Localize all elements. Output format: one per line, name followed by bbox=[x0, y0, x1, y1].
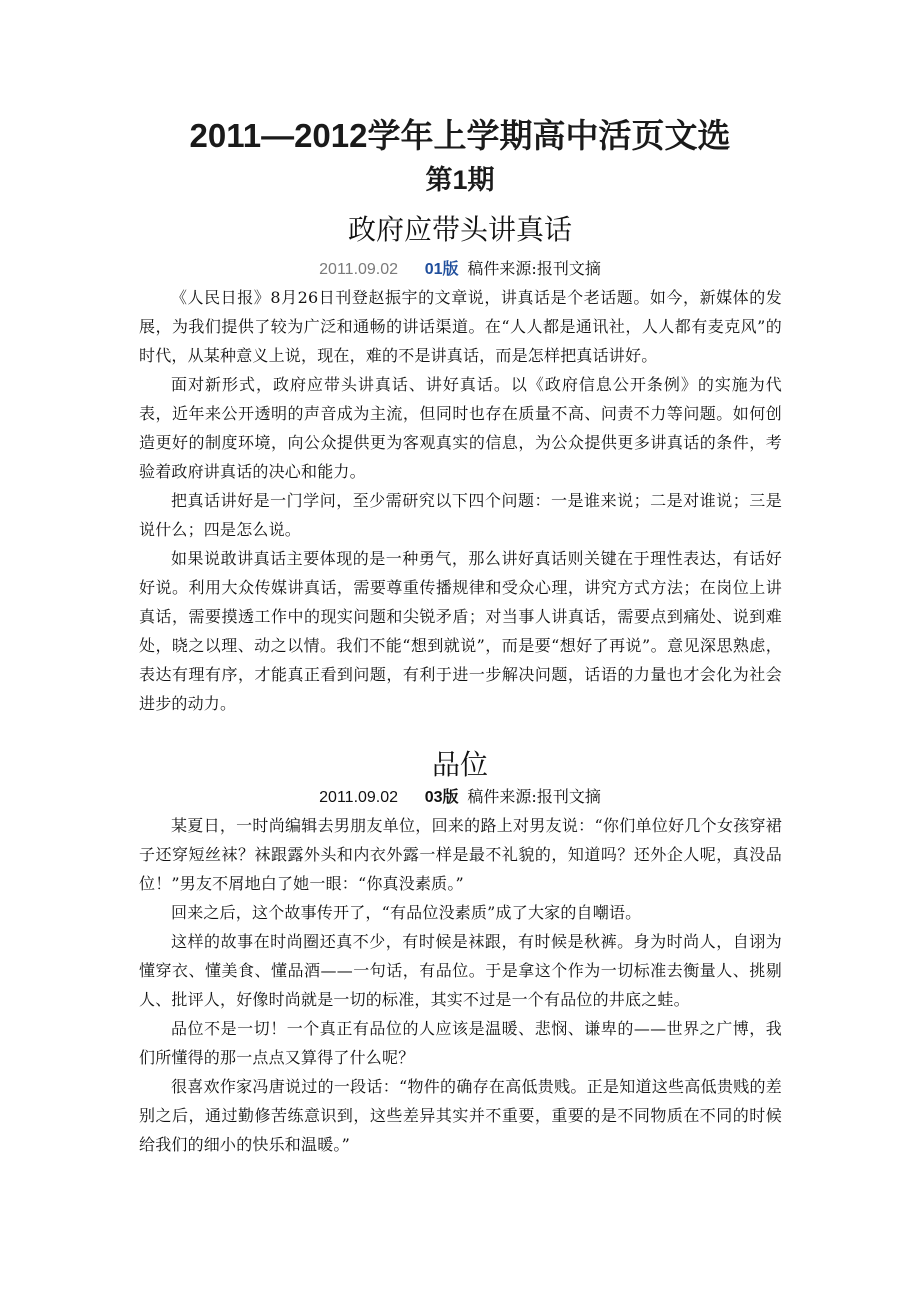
article-2-meta bbox=[0, 785, 920, 810]
article-2-paragraph: 某夏日，一时尚编辑去男朋友单位，回来的路上对男友说：“你们单位好几个女孩穿裙子还穿短丝袜？袜跟露外头和内衣外露一样是最不礼貌的，知道吗？还外企人呢，真没品位！”男友不屑地白了她一眼：“你真没素质。” bbox=[139, 816, 782, 893]
article-1-meta bbox=[0, 257, 920, 282]
article-2-body bbox=[139, 811, 782, 1159]
article-1-paragraph: 《人民日报》8月26日刊登赵振宇的文章说，讲真话是个老话题。如今，新媒体的发展，为我们提供了较为广泛和通畅的讲话渠道。在“人人都是通讯社，人人都有麦克风”的时代，从某种意义上说，现在，难的不是讲真话，而是怎样把真话讲好。 bbox=[139, 288, 782, 365]
article-1-edition[interactable]: 01版 bbox=[424, 261, 459, 278]
article-2-date: 2011.09.02 bbox=[319, 789, 399, 806]
issue-number: 第1期 bbox=[425, 165, 495, 195]
article-1-paragraph: 面对新形式，政府应带头讲真话、讲好真话。以《政府信息公开条例》的实施为代表，近年来公开透明的声音成为主流，但同时也存在质量不高、问责不力等问题。如何创造更好的制度环境，向公众提供更为客观真实的信息，为公众提供更多讲真话的条件，考验着政府讲真话的决心和能力。 bbox=[139, 375, 782, 481]
article-1-paragraph: 如果说敢讲真话主要体现的是一种勇气，那么讲好真话则关键在于理性表达，有话好好说。利用大众传媒讲真话，需要尊重传播规律和受众心理，讲究方式方法；在岗位上讲真话，需要摸透工作中的现实问题和尖锐矛盾；对当事人讲真话，需要点到痛处、说到难处，晓之以理、动之以情。我们不能“想到就说”，而是要“想好了再说”。意见深思熟虑，表达有理有序，才能真正看到问题，有利于进一步解决问题，话语的力量也才会化为社会进步的动力。 bbox=[139, 549, 782, 713]
document-title: 2011—2012学年上学期高中活页文选 bbox=[189, 117, 731, 154]
article-2-source: 稿件来源:报刊文摘 bbox=[467, 787, 601, 806]
article-1-paragraph: 把真话讲好是一门学问，至少需研究以下四个问题：一是谁来说；二是对谁说；三是说什么；四是怎么说。 bbox=[139, 491, 782, 539]
article-1-source: 稿件来源:报刊文摘 bbox=[467, 259, 601, 278]
article-2-paragraph: 品位不是一切！一个真正有品位的人应该是温暖、悲悯、谦卑的——世界之广博，我们所懂得的那一点点又算得了什么呢？ bbox=[139, 1019, 782, 1067]
article-1-title: 政府应带头讲真话 bbox=[347, 213, 572, 246]
article-2-paragraph: 回来之后，这个故事传开了，“有品位没素质”成了大家的自嘲语。 bbox=[171, 903, 642, 922]
article-2-edition: 03版 bbox=[424, 789, 459, 806]
article-1-body bbox=[139, 283, 782, 718]
article-2-paragraph: 这样的故事在时尚圈还真不少，有时候是袜跟，有时候是秋裤。身为时尚人，自诩为懂穿衣、懂美食、懂品酒——一句话，有品位。于是拿这个作为一切标准去衡量人、挑剔人、批评人，好像时尚就是一切的标准，其实不过是一个有品位的井底之蛙。 bbox=[139, 932, 782, 1009]
article-2-paragraph: 很喜欢作家冯唐说过的一段话：“物件的确存在高低贵贱。正是知道这些高低贵贱的差别之后，通过勤修苦练意识到，这些差异其实并不重要，重要的是不同物质在不同的时候给我们的细小的快乐和温暖。” bbox=[139, 1077, 782, 1154]
article-1-date: 2011.09.02 bbox=[319, 261, 399, 278]
article-2-title: 品位 bbox=[431, 748, 488, 781]
